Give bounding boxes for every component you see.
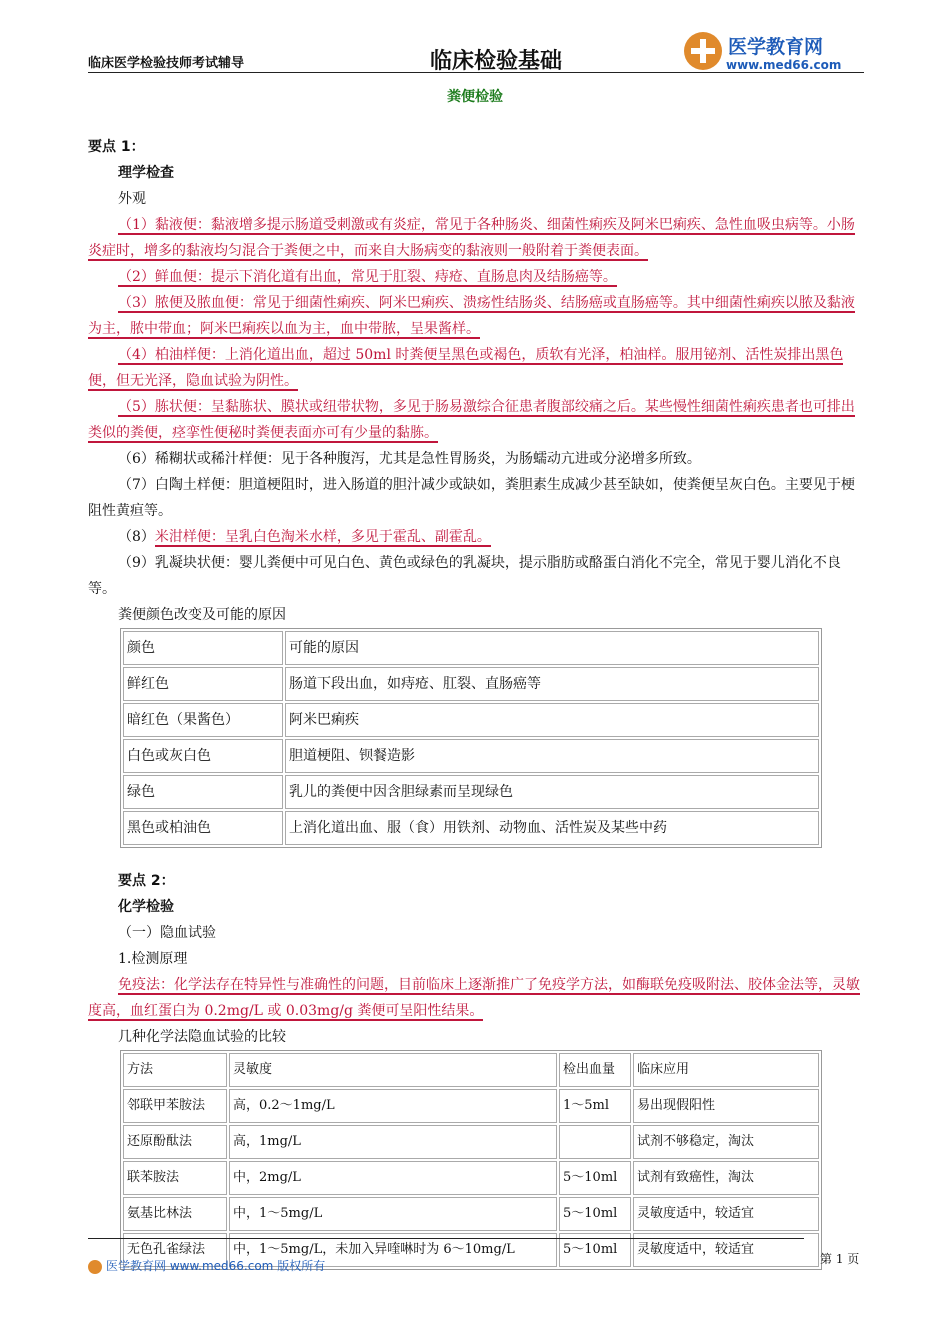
color-table bbox=[120, 628, 822, 848]
table-cell: 临床应用 bbox=[633, 1053, 819, 1087]
table-cell: 中，2mg/L bbox=[229, 1161, 557, 1195]
table-cell: 邻联甲苯胺法 bbox=[123, 1089, 227, 1123]
table-cell: 黑色或柏油色 bbox=[123, 811, 283, 845]
logo-url: www.med66.com bbox=[726, 58, 842, 72]
table-cell: 无色孔雀绿法 bbox=[123, 1233, 227, 1267]
table-row bbox=[123, 1161, 819, 1195]
table-cell: 高，0.2～1mg/L bbox=[229, 1089, 557, 1123]
table-cell: 鲜红色 bbox=[123, 667, 283, 701]
footer-logo-icon bbox=[88, 1260, 102, 1274]
table-cell: 可能的原因 bbox=[285, 631, 819, 665]
table-cell: 中，1～5mg/L bbox=[229, 1197, 557, 1231]
table-cell: 5～10ml bbox=[559, 1161, 631, 1195]
table-row bbox=[123, 631, 819, 665]
page-subtitle: 粪便检验 bbox=[447, 89, 503, 105]
logo-name: 医学教育网 bbox=[728, 36, 824, 58]
point2-sub1: （一）隐血试验 bbox=[118, 925, 216, 941]
item-5: （5）胨状便：呈黏胨状、膜状或纽带状物，多见于肠易激综合征患者腹部绞痛之后。某些慢性细菌性痢疾患者也可排出类似的粪便，痉挛性便秘时粪便表面亦可有少量的黏胨。 bbox=[88, 399, 855, 441]
table-cell: 1～5ml bbox=[559, 1089, 631, 1123]
table-row bbox=[123, 667, 819, 701]
header-left-text: 临床医学检验技师考试辅导 bbox=[88, 56, 245, 71]
item-8: （8）米泔样便：呈乳白色淘米水样，多见于霍乱、副霍乱。 bbox=[118, 529, 491, 545]
footer-divider bbox=[88, 1238, 804, 1239]
table-cell: 氨基比林法 bbox=[123, 1197, 227, 1231]
point2-sub2: 1.检测原理 bbox=[118, 951, 188, 967]
table-cell: 5～10ml bbox=[559, 1197, 631, 1231]
table-row bbox=[123, 1197, 819, 1231]
table-cell: 白色或灰白色 bbox=[123, 739, 283, 773]
table-cell: 5～10ml bbox=[559, 1233, 631, 1267]
table-row bbox=[123, 811, 819, 845]
table-row bbox=[123, 1089, 819, 1123]
header-title: 临床检验基础 bbox=[430, 49, 563, 74]
table-cell: 试剂不够稳定，淘汰 bbox=[633, 1125, 819, 1159]
table-cell: 上消化道出血、服（食）用铁剂、动物血、活性炭及某些中药 bbox=[285, 811, 819, 845]
table-row bbox=[123, 1053, 819, 1087]
table-cell: 中，1～5mg/L，未加入异喹啉时为 6～10mg/L bbox=[229, 1233, 557, 1267]
item-1: （1）黏液便：黏液增多提示肠道受刺激或有炎症，常见于各种肠炎、细菌性痢疾及阿米巴痢疾、急性血吸虫病等。小肠炎症时，增多的黏液均匀混合于粪便之中，而来自大肠病变的黏液则一般附着于粪便表面。 bbox=[88, 217, 855, 259]
table-cell: 检出血量 bbox=[559, 1053, 631, 1087]
item-3: （3）脓便及脓血便：常见于细菌性痢疾、阿米巴痢疾、溃疡性结肠炎、结肠癌或直肠癌等。其中细菌性痢疾以脓及黏液为主，脓中带血；阿米巴痢疾以血为主，血中带脓，呈果酱样。 bbox=[88, 295, 855, 337]
item-2: （2）鲜血便：提示下消化道有出血，常见于肛裂、痔疮、直肠息肉及结肠癌等。 bbox=[118, 269, 617, 285]
table-cell: 乳儿的粪便中因含胆绿素而呈现绿色 bbox=[285, 775, 819, 809]
item-6: （6）稀糊状或稀汁样便：见于各种腹泻，尤其是急性胃肠炎，为肠蠕动亢进或分泌增多所致。 bbox=[118, 451, 701, 467]
point1-label: 要点 1： bbox=[88, 139, 145, 155]
table-cell: 方法 bbox=[123, 1053, 227, 1087]
table-cell: 高，1mg/L bbox=[229, 1125, 557, 1159]
item-4: （4）柏油样便：上消化道出血，超过 50ml 时粪便呈黑色或褐色，质软有光泽，柏油样。服用铋剂、活性炭排出黑色便，但无光泽，隐血试验为阴性。 bbox=[88, 347, 844, 389]
table-cell: 灵敏度 bbox=[229, 1053, 557, 1087]
header-divider bbox=[88, 72, 864, 73]
point2-paragraph: 免疫法：化学法存在特异性与准确性的问题，目前临床上逐渐推广了免疫学方法，如酶联免疫吸附法、胶体金法等，灵敏度高，血红蛋白为 0.2mg/L 或 0.03mg/g 粪便可呈阳性结果。 bbox=[88, 977, 860, 1019]
site-logo[interactable] bbox=[684, 30, 864, 76]
occult-table-caption: 几种化学法隐血试验的比较 bbox=[118, 1029, 286, 1045]
item-9: （9）乳凝块状便：婴儿粪便中可见白色、黄色或绿色的乳凝块，提示脂肪或酪蛋白消化不完全，常见于婴儿消化不良等。 bbox=[88, 555, 841, 597]
table-row bbox=[123, 703, 819, 737]
table-cell: 绿色 bbox=[123, 775, 283, 809]
item-7: （7）白陶土样便：胆道梗阻时，进入肠道的胆汁减少或缺如，粪胆素生成减少甚至缺如，使粪便呈灰白色。主要见于梗阻性黄疸等。 bbox=[88, 477, 855, 519]
table-row bbox=[123, 739, 819, 773]
footer-brand-text: 医学教育网 www.med66.com 版权所有 bbox=[106, 1259, 326, 1273]
table-cell: 联苯胺法 bbox=[123, 1161, 227, 1195]
table-cell: 暗红色（果酱色） bbox=[123, 703, 283, 737]
table-cell bbox=[559, 1125, 631, 1159]
table-row bbox=[123, 1125, 819, 1159]
table-row bbox=[123, 775, 819, 809]
table-cell: 灵敏度适中，较适宜 bbox=[633, 1233, 819, 1267]
table-cell: 易出现假阳性 bbox=[633, 1089, 819, 1123]
table-cell: 阿米巴痢疾 bbox=[285, 703, 819, 737]
table-cell: 胆道梗阻、钡餐造影 bbox=[285, 739, 819, 773]
page-number: 第 1 页 bbox=[820, 1252, 860, 1266]
table-cell: 还原酚酞法 bbox=[123, 1125, 227, 1159]
table-cell: 灵敏度适中，较适宜 bbox=[633, 1197, 819, 1231]
table-cell: 肠道下段出血，如痔疮、肛裂、直肠癌等 bbox=[285, 667, 819, 701]
color-table-caption: 粪便颜色改变及可能的原因 bbox=[118, 607, 286, 623]
logo-cross-icon bbox=[684, 32, 722, 70]
main-content bbox=[88, 134, 864, 1270]
occult-blood-table bbox=[120, 1050, 822, 1270]
table-cell: 颜色 bbox=[123, 631, 283, 665]
point1-section: 理学检查 bbox=[118, 165, 174, 181]
table-cell: 试剂有致癌性，淘汰 bbox=[633, 1161, 819, 1195]
point2-label: 要点 2： bbox=[118, 873, 175, 889]
footer-brand[interactable] bbox=[88, 1257, 325, 1274]
point1-sub: 外观 bbox=[118, 191, 146, 207]
point2-section: 化学检验 bbox=[118, 899, 174, 915]
